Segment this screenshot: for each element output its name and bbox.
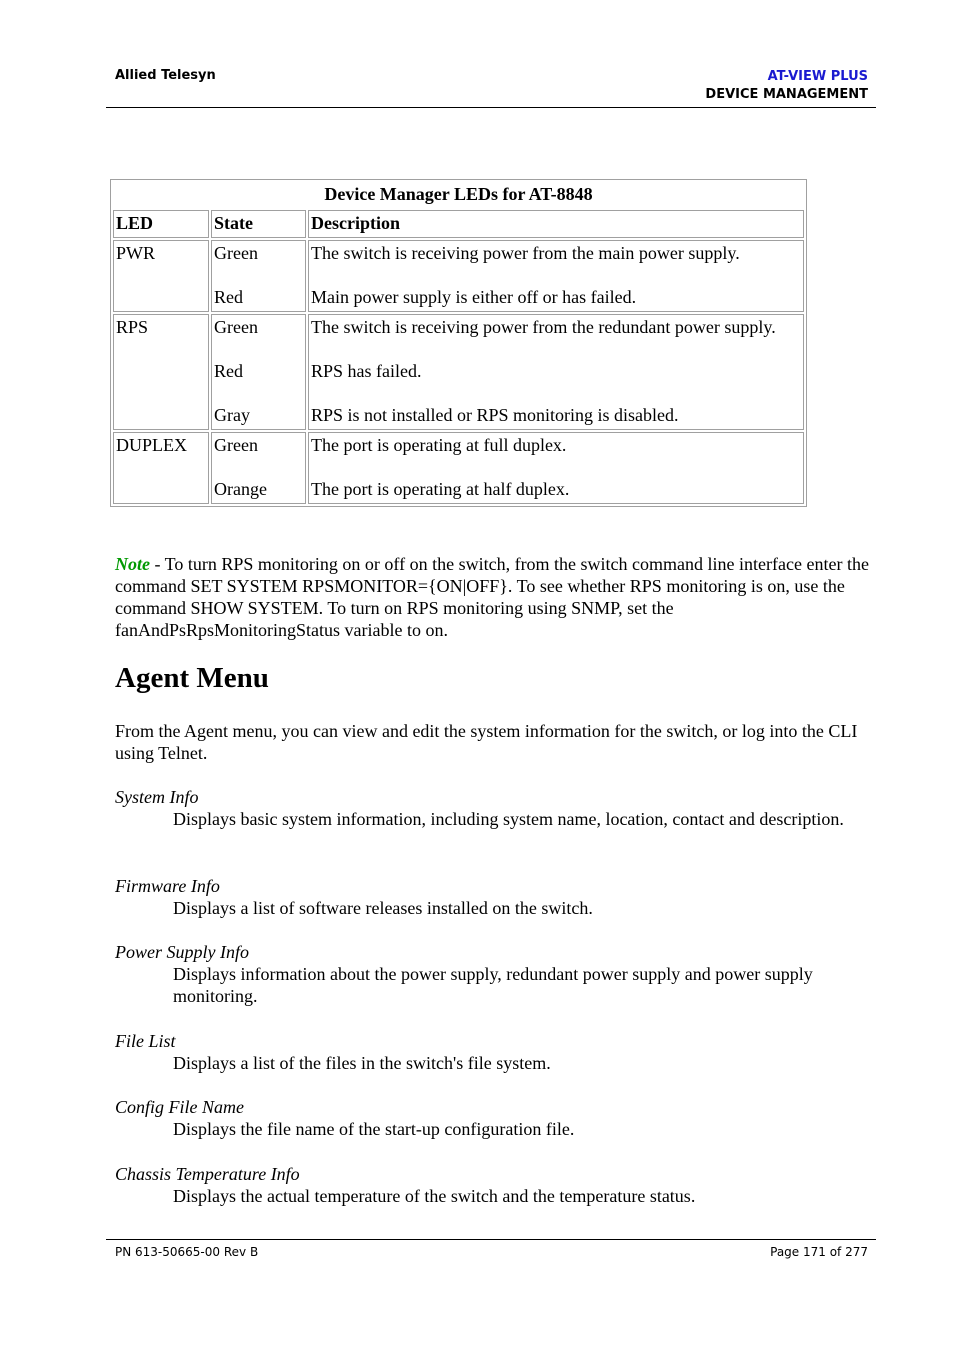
- state-value: Green: [214, 317, 258, 337]
- definition-term: File List: [115, 1031, 176, 1051]
- definition-term: Firmware Info: [115, 876, 220, 896]
- product-name: AT-VIEW PLUS: [767, 69, 868, 84]
- description-value: The switch is receiving power from the redundant power supply.: [311, 317, 776, 337]
- definition-item: [115, 1163, 875, 1207]
- state-value: Gray: [214, 405, 250, 425]
- definition-text: Displays the file name of the start-up configuration file.: [173, 1119, 575, 1139]
- definition-text: Displays a list of the files in the switch's file system.: [173, 1053, 551, 1073]
- header-right: [705, 68, 868, 104]
- description-cell: [308, 432, 804, 504]
- definition-item: [115, 786, 875, 830]
- led-cell: DUPLEX: [113, 432, 209, 504]
- company-name: Allied Telesyn: [115, 68, 216, 83]
- definition-text: Displays a list of software releases installed on the switch.: [173, 898, 593, 918]
- description-value: Main power supply is either off or has failed.: [311, 287, 637, 307]
- note-label: Note: [115, 554, 150, 574]
- description-value: The port is operating at half duplex.: [311, 479, 570, 499]
- definition-item: [115, 941, 875, 1007]
- header-rule: [106, 107, 876, 108]
- state-value: Red: [214, 361, 243, 381]
- description-value: RPS is not installed or RPS monitoring is disabled.: [311, 405, 679, 425]
- note-paragraph: [115, 553, 875, 641]
- section-name: DEVICE MANAGEMENT: [705, 87, 868, 102]
- column-header-led: LED: [113, 210, 209, 238]
- part-number: PN 613-50665-00 Rev B: [115, 1245, 259, 1259]
- definition-term: Config File Name: [115, 1097, 244, 1117]
- table-row: [113, 240, 804, 312]
- definition-item: [115, 875, 875, 919]
- led-cell: PWR: [113, 240, 209, 312]
- section-heading: Agent Menu: [115, 662, 269, 694]
- definition-term: Power Supply Info: [115, 942, 249, 962]
- column-header-state: State: [211, 210, 306, 238]
- definition-text: Displays the actual temperature of the switch and the temperature status.: [173, 1186, 696, 1206]
- definition-term: System Info: [115, 787, 199, 807]
- table-row: [113, 432, 804, 504]
- description-cell: [308, 314, 804, 430]
- definition-item: [115, 1096, 875, 1140]
- table-caption-row: [113, 182, 804, 208]
- state-value: Green: [214, 435, 258, 455]
- table-header-row: [113, 210, 804, 238]
- description-value: The switch is receiving power from the main power supply.: [311, 243, 740, 263]
- definition-term: Chassis Temperature Info: [115, 1164, 300, 1184]
- intro-paragraph: From the Agent menu, you can view and edit the system information for the switch, or log into the CLI using Telnet.: [115, 721, 858, 763]
- note-text: - To turn RPS monitoring on or off on the switch, from the switch command line interface enter the command SET SYSTEM RPSMONITOR={ON|OFF}. To see whether RPS monitoring is on, use the command SHOW SYSTEM. To turn on RPS monitoring using SNMP, set the fanAndPsRpsMonitoringStatus variable to on.: [115, 554, 869, 640]
- led-table: [110, 179, 807, 507]
- description-cell: [308, 240, 804, 312]
- page-number: Page 171 of 277: [770, 1245, 868, 1259]
- state-value: Green: [214, 243, 258, 263]
- state-cell: [211, 314, 306, 430]
- state-cell: [211, 240, 306, 312]
- state-cell: [211, 432, 306, 504]
- description-value: The port is operating at full duplex.: [311, 435, 567, 455]
- definition-item: [115, 1030, 875, 1074]
- column-header-description: Description: [308, 210, 804, 238]
- table-title: Device Manager LEDs for AT-8848: [324, 184, 593, 204]
- definition-text: Displays information about the power supply, redundant power supply and power supply monitoring.: [173, 964, 813, 1006]
- led-cell: RPS: [113, 314, 209, 430]
- state-value: Red: [214, 287, 243, 307]
- footer-rule: [106, 1239, 876, 1240]
- state-value: Orange: [214, 479, 267, 499]
- definition-text: Displays basic system information, including system name, location, contact and description.: [173, 809, 844, 829]
- table-row: [113, 314, 804, 430]
- description-value: RPS has failed.: [311, 361, 422, 381]
